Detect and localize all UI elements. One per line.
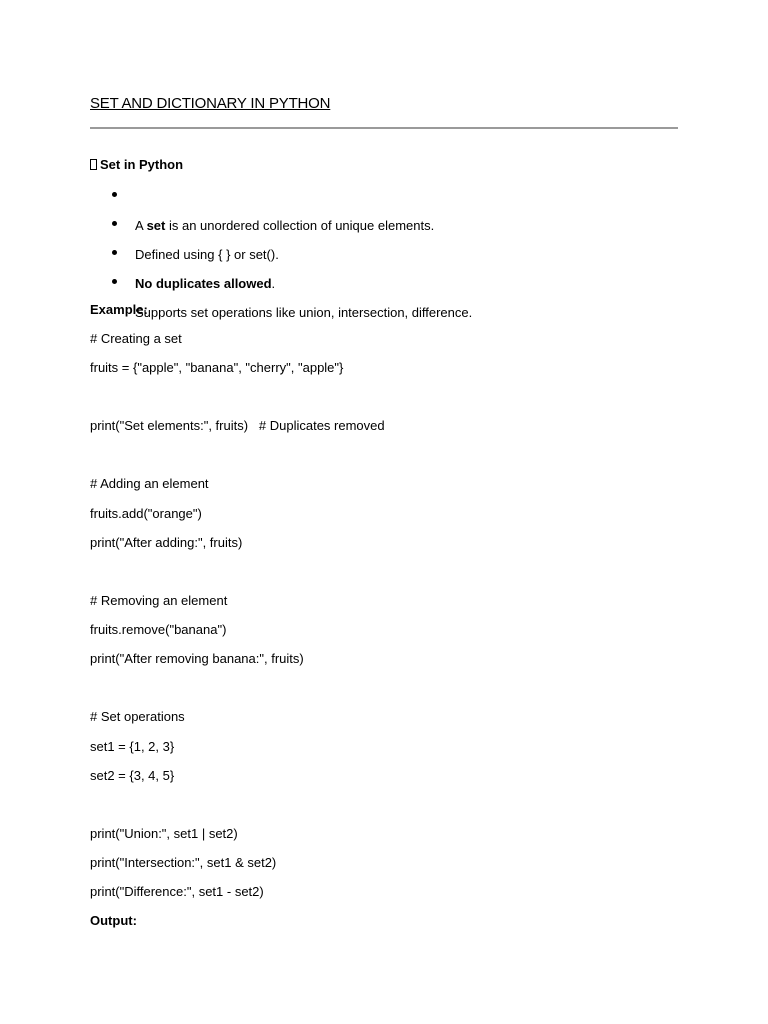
code-line: # Adding an element [90, 476, 209, 491]
bullet-text: is an unordered collection of unique elements. [165, 218, 435, 233]
section-heading [90, 157, 183, 173]
code-line: print("Intersection:", set1 & set2) [90, 855, 277, 870]
code-line: # Creating a set [90, 331, 182, 346]
bullet-text: A [135, 218, 147, 233]
output-label: Output: [90, 913, 137, 928]
code-line: fruits = {"apple", "banana", "cherry", "apple"} [90, 360, 344, 375]
code-line: fruits.remove("banana") [90, 622, 227, 637]
code-line: # Removing an element [90, 593, 228, 608]
example-label: Example: [90, 302, 148, 317]
code-line: set1 = {1, 2, 3} [90, 739, 175, 754]
page-title: SET AND DICTIONARY IN PYTHON [90, 95, 331, 112]
code-line: print("After removing banana:", fruits) [90, 651, 304, 666]
list-item [112, 273, 712, 337]
bullet-icon [112, 250, 117, 255]
bullet-bold-text: No duplicates allowed [135, 276, 272, 291]
bullet-icon [112, 192, 117, 197]
bullet-icon [112, 279, 117, 284]
section-heading-text: Set in Python [100, 157, 184, 172]
code-line: print("Set elements:", fruits) # Duplicates removed [90, 418, 385, 433]
code-line: # Set operations [90, 709, 185, 724]
horizontal-rule [90, 127, 678, 129]
bullet-icon [112, 221, 117, 226]
bullet-bold-text: set [146, 218, 166, 233]
missing-glyph-icon [90, 159, 97, 170]
bullet-text: Defined using { } or set(). [135, 247, 279, 262]
code-line: print("After adding:", fruits) [90, 535, 243, 550]
code-line: set2 = {3, 4, 5} [90, 768, 175, 783]
bullet-text: Supports set operations like union, intersection, difference. [135, 305, 473, 320]
bullet-text: . [271, 276, 276, 291]
code-line: print("Difference:", set1 - set2) [90, 884, 264, 899]
code-line: fruits.add("orange") [90, 506, 202, 521]
code-line: print("Union:", set1 | set2) [90, 826, 238, 841]
